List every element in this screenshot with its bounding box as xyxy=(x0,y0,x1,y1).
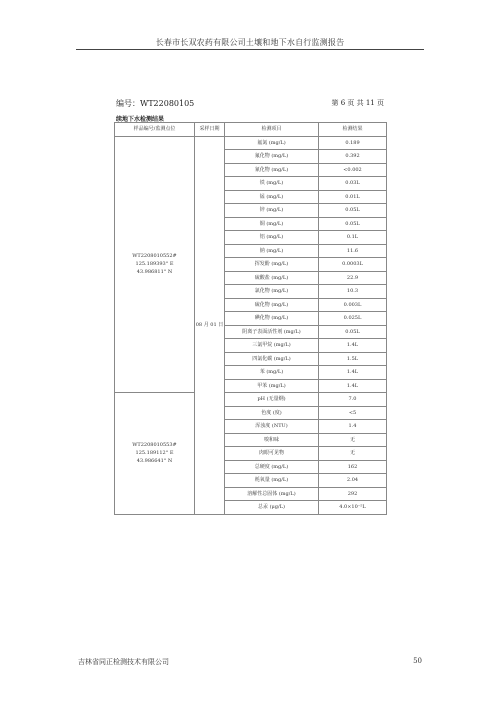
footer-page-number: 50 xyxy=(413,657,422,665)
sample-2-id: WT2208010553# xyxy=(132,442,177,449)
test-item: 四氯化碳 (mg/L) xyxy=(225,352,319,366)
sample-1-latitude: 43.986811° N xyxy=(136,269,173,276)
report-header-title: 长春市长双农药有限公司土壤和地下水自行监测报告 xyxy=(155,38,345,47)
footer-company-name: 吉林省同正检测技术有限公司 xyxy=(78,658,169,666)
test-item: 锰 (mg/L) xyxy=(225,190,319,204)
test-result: 7.0 xyxy=(319,393,387,407)
test-result: 0.0003L xyxy=(319,258,387,272)
test-result: 1.4L xyxy=(319,379,387,393)
sample-1-longitude: 125.189393° E xyxy=(135,261,174,268)
column-header-item: 检测项目 xyxy=(225,123,319,137)
results-table xyxy=(114,122,387,515)
test-result: 292 xyxy=(319,487,387,501)
test-result: 10.3 xyxy=(319,285,387,299)
test-item: 苯 (mg/L) xyxy=(225,366,319,380)
sample-1-id: WT2208010552# xyxy=(132,253,177,260)
test-result: 0.05L xyxy=(319,325,387,339)
test-result: 0.189 xyxy=(319,136,387,150)
table-row xyxy=(115,393,387,407)
test-item: 氟化物 (mg/L) xyxy=(225,150,319,164)
test-result: 2.04 xyxy=(319,474,387,488)
sample-1-cell xyxy=(115,136,195,393)
test-result: 1.4 xyxy=(319,420,387,434)
table-row xyxy=(115,136,387,150)
test-result: 1.4L xyxy=(319,339,387,353)
test-item: 硫化物 (mg/L) xyxy=(225,298,319,312)
test-result: 22.9 xyxy=(319,271,387,285)
test-result: 11.6 xyxy=(319,244,387,258)
sample-2-latitude: 43.986641° N xyxy=(136,458,173,465)
sample-2-longitude: 125.189112° E xyxy=(135,450,174,457)
test-item: pH (无量纲) xyxy=(225,393,319,407)
report-number: 编号：WT22080105 xyxy=(116,99,195,108)
column-header-sample: 样品编号/监测点位 xyxy=(115,123,195,137)
test-item: 铜 (mg/L) xyxy=(225,217,319,231)
test-item: 氯化物 (mg/L) xyxy=(225,285,319,299)
test-item: 氰化物 (mg/L) xyxy=(225,163,319,177)
test-item: 碘化物 (mg/L) xyxy=(225,312,319,326)
test-result: 1.4L xyxy=(319,366,387,380)
test-item: 嗅和味 xyxy=(225,433,319,447)
page-indicator: 第 6 页 共 11 页 xyxy=(331,99,384,107)
test-item: 耗氧量 (mg/L) xyxy=(225,474,319,488)
table-title: 续地下水检测结果 xyxy=(116,116,165,123)
test-result: <5 xyxy=(319,406,387,420)
test-item: 肉眼可见物 xyxy=(225,447,319,461)
test-result: 162 xyxy=(319,460,387,474)
test-item: 钠 (mg/L) xyxy=(225,244,319,258)
test-result: 0.01L xyxy=(319,190,387,204)
header-divider xyxy=(76,49,424,50)
test-item: 三氯甲烷 (mg/L) xyxy=(225,339,319,353)
test-item: 总汞 (μg/L) xyxy=(225,501,319,515)
test-result: 0.003L xyxy=(319,298,387,312)
sampling-date: 08 月 01 日 xyxy=(195,136,225,514)
test-result: 无 xyxy=(319,433,387,447)
test-item: 溶解性总固体 (mg/L) xyxy=(225,487,319,501)
test-result: 0.05L xyxy=(319,217,387,231)
test-result: 0.392 xyxy=(319,150,387,164)
test-item: 浑浊度 (NTU) xyxy=(225,420,319,434)
test-item: 总硬度 (mg/L) xyxy=(225,460,319,474)
test-result: 4.0×10⁻⁵L xyxy=(319,501,387,515)
test-result: <0.002 xyxy=(319,163,387,177)
test-item: 锌 (mg/L) xyxy=(225,204,319,218)
table-header-row xyxy=(115,123,387,137)
test-item: 氟氮 (mg/L) xyxy=(225,136,319,150)
test-item: 铁 (mg/L) xyxy=(225,177,319,191)
test-result: 1.5L xyxy=(319,352,387,366)
test-result: 0.03L xyxy=(319,177,387,191)
test-item: 硫酸盐 (mg/L) xyxy=(225,271,319,285)
test-item: 色度 (度) xyxy=(225,406,319,420)
sample-2-cell xyxy=(115,393,195,515)
test-item: 铝 (mg/L) xyxy=(225,231,319,245)
test-item: 阴离子表面活性剂 (mg/L) xyxy=(225,325,319,339)
column-header-result: 检测结果 xyxy=(319,123,387,137)
test-item: 甲苯 (mg/L) xyxy=(225,379,319,393)
test-result: 0.025L xyxy=(319,312,387,326)
column-header-date: 采样日期 xyxy=(195,123,225,137)
test-result: 无 xyxy=(319,447,387,461)
test-item: 挥发酚 (mg/L) xyxy=(225,258,319,272)
test-result: 0.05L xyxy=(319,204,387,218)
test-result: 0.1L xyxy=(319,231,387,245)
